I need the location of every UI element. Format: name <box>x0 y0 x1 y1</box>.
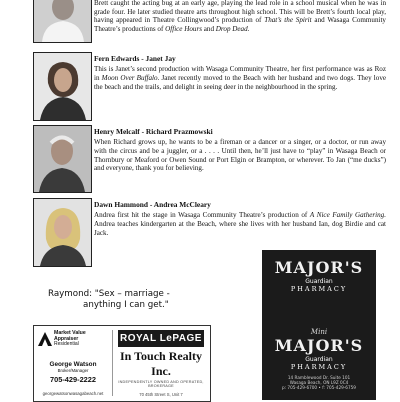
bio-text-run: Andrea teaches kindergarten at the Beach, where she lives with her husband Ian, dog Birdie and cat Jack. <box>94 219 386 237</box>
bio-text-run: This is Janet’s second production with Wasaga Community Theatre, her first performance was as Roz in <box>94 65 386 82</box>
bio-text-run: When Richard grows up, he wants to be a fireman or a dancer or a singer, or a doctor, or run away with the circus and be a juggler, or a . . . . Until then, he’ll just have to “play” in Wasaga Beach or Thornbury or Meaford or Owen Sound or Port Elgin or Brampton, or wherever. To Jan (“me ducks”) and everyone, thank you for believing. <box>94 138 386 173</box>
royal-lepage-brand <box>118 330 204 388</box>
cast-photo <box>33 125 92 193</box>
mini-label: Mini <box>310 328 328 336</box>
majors-pharmacy-ad <box>262 250 376 400</box>
bio-paragraph <box>94 0 386 34</box>
cast-photo <box>33 0 92 43</box>
bio-brett <box>33 0 388 42</box>
bio-text-run: Brett caught the acting bug at an early age, playing the lead role in a school musical when he was in grade four. He later studied theatre arts throughout high school. This will be Brett’s fourth local play, having appeared in Theatre Collingwood’s production of <box>94 0 386 25</box>
quote-line-1: Raymond: "Sex – marriage - <box>48 289 170 299</box>
bio-text-run: and Wasaga Community Theatre’s productions of <box>94 16 386 34</box>
ad-divider <box>112 330 113 396</box>
bio-text-run: Andrea first hit the stage in Wasaga Community Theatre’s production of <box>94 211 310 220</box>
mini-majors-block <box>270 328 368 391</box>
brokerage-tagline: INDEPENDENTLY OWNED AND OPERATED, BROKERAGE <box>118 380 204 388</box>
bio-paragraph <box>94 211 386 237</box>
production-title: Drop Dead. <box>215 25 250 34</box>
mva-line-2: Appraiser <box>54 335 79 342</box>
royal-lepage-logo: ROYAL LePAGE <box>118 330 204 347</box>
agent-name: George Watson <box>49 361 97 368</box>
majors-top-block <box>270 258 368 293</box>
bio-paragraph-text <box>94 0 386 34</box>
guardian-label: Guardian <box>305 278 333 285</box>
agent-info <box>40 361 106 384</box>
person-photo-icon <box>34 199 91 266</box>
brokerage-address: 70 45th Street S, Unit 7 <box>139 392 183 397</box>
royal-lepage-ad <box>33 325 211 402</box>
bio-heading: Henry Melcalf - Richard Prazmowski <box>94 127 213 136</box>
character-quote <box>48 289 248 311</box>
production-title: Moon Over Buffalo. <box>101 73 160 82</box>
person-photo-icon <box>34 0 91 42</box>
cast-photo <box>33 198 92 267</box>
bio-richard-prazmowski <box>33 125 388 195</box>
bio-paragraph-text <box>94 138 386 173</box>
bio-text <box>94 55 386 91</box>
production-title: A Nice Family Gathering. <box>309 211 386 220</box>
mva-logo-mark-icon <box>38 332 52 346</box>
pharmacy-phone: p: 705-429-6700 • f: 705-429-6759 <box>282 385 356 391</box>
bio-heading: Fern Edwards - Janet Jay <box>94 54 176 63</box>
mva-line-3: Residential <box>54 341 79 348</box>
production-title: Office Hours <box>165 25 202 34</box>
bio-paragraph <box>94 65 386 91</box>
agent-website: georgewatsonwasagabeach.net <box>42 391 104 396</box>
bio-text-run: and <box>201 25 216 34</box>
production-title: That’s the Spirit <box>264 16 312 25</box>
guardian-label: Guardian <box>305 356 333 363</box>
quote-line-2: anything I can get." <box>83 300 169 310</box>
bio-text <box>94 128 386 173</box>
bio-paragraph-text <box>94 65 386 91</box>
bio-paragraph-text <box>94 211 386 237</box>
bio-text <box>94 0 386 34</box>
majors-logo: MAJOR'S <box>274 336 364 355</box>
brokerage-name: In Touch Realty Inc. <box>119 349 203 378</box>
pharmacy-label: PHARMACY <box>290 285 348 293</box>
bio-janet-jay <box>33 52 388 120</box>
majors-logo: MAJOR'S <box>274 258 364 277</box>
person-photo-icon <box>34 126 91 192</box>
pharmacy-label: PHARMACY <box>290 363 348 371</box>
mva-text <box>54 331 86 348</box>
agent-role: Broker/Manager <box>57 368 89 373</box>
pharmacy-address: 14 Ramblewood Dr. Suite 101 <box>287 375 351 380</box>
person-photo-icon <box>34 53 91 120</box>
agent-phone: 705-429-2222 <box>49 375 97 384</box>
cast-photo <box>33 52 92 121</box>
bio-paragraph <box>94 138 386 173</box>
pharmacy-city: Wasaga Beach, ON L9Z 0C4 <box>289 380 349 386</box>
bio-text <box>94 201 386 237</box>
bio-heading: Dawn Hammond - Andrea McCleary <box>94 200 211 209</box>
mva-line-1: Market Value <box>54 330 86 336</box>
bio-text-run: Janet recently moved to the Beach with her husband and two dogs. They love the beach and the trails, and delight in seeing deer in the neighbourhood in the spring. <box>94 73 387 91</box>
